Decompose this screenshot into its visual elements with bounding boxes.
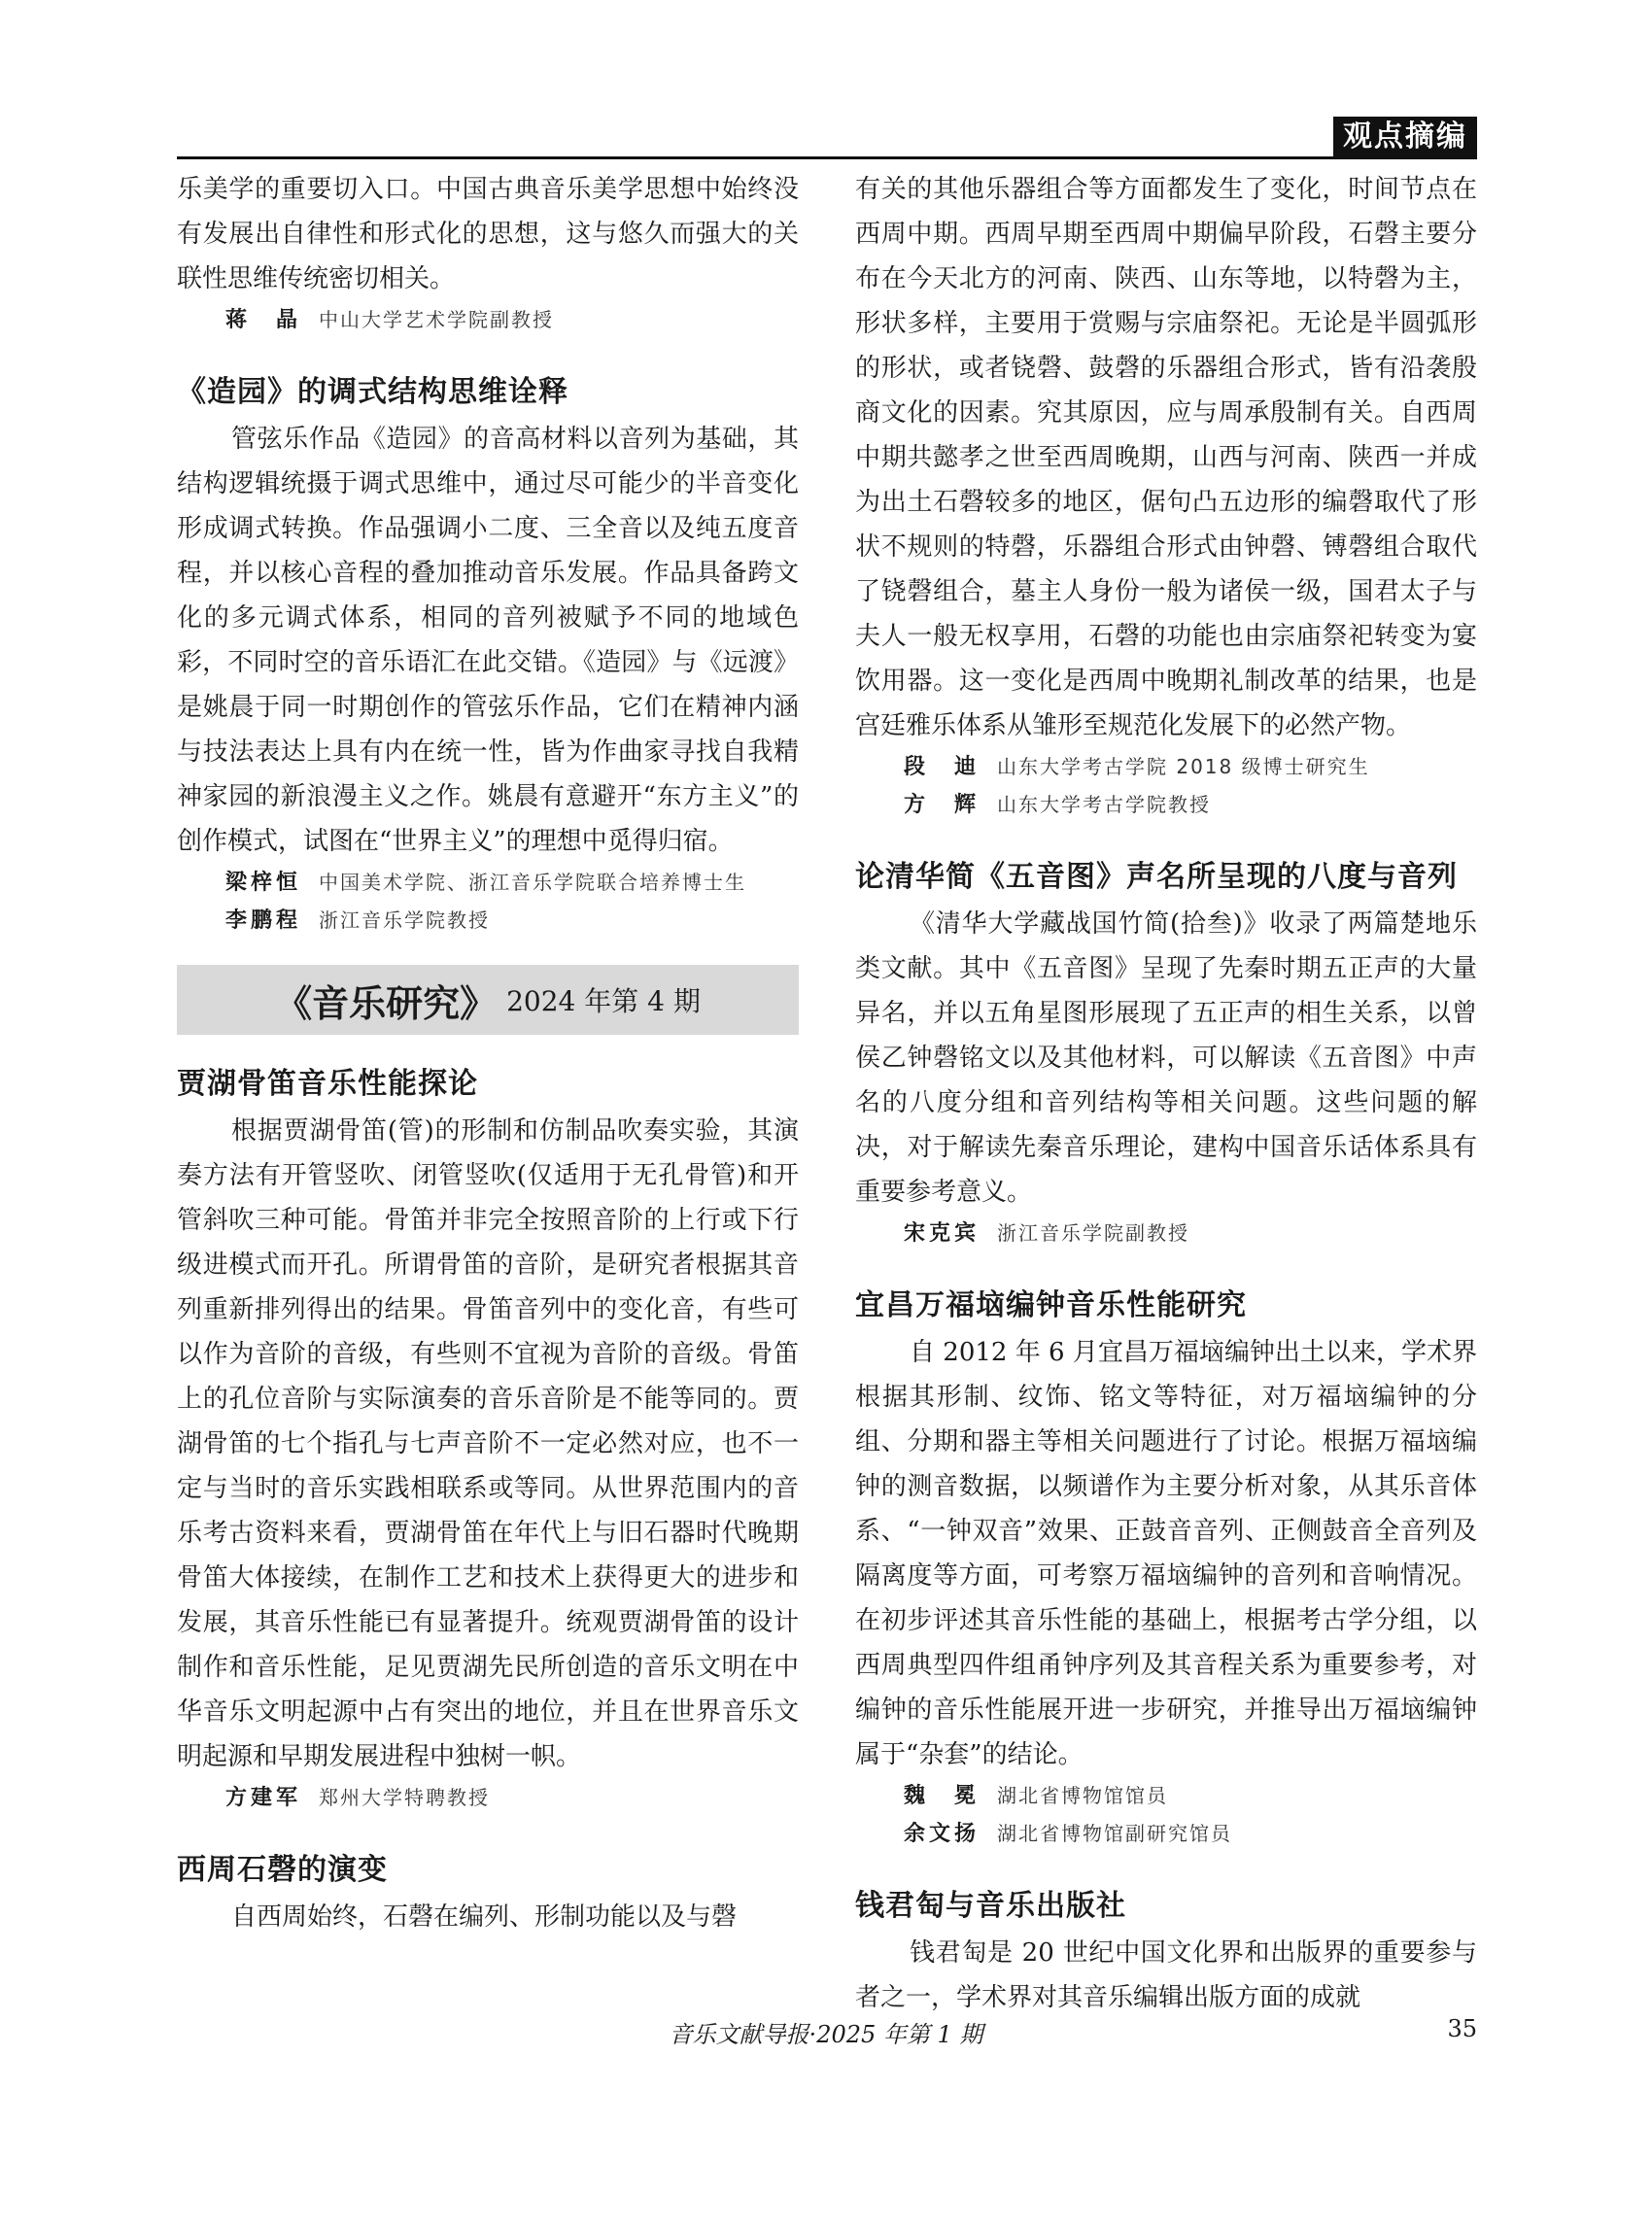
paragraph: 根据贾湖骨笛(管)的形制和仿制品吹奏实验，其演奏方法有开管竖吹、闭管竖吹(仅适用于无孔骨管)和开管斜吹三种可能。骨笛并非完全按照音阶的上行或下行级进模式而开孔。所谓骨笛的音阶，是研究者根据其音列重新排列得出的结果。骨笛音列中的变化音，有些可以作为音阶的音级，有些则不宜视为音阶的音级。骨笛上的孔位音阶与实际演奏的音乐音阶是不能等同的。贾湖骨笛的七个指孔与七声音阶不一定必然对应，也不一定与当时的音乐实践相联系或等同。从世界范围内的音乐考古资料来看，贾湖骨笛在年代上与旧石器时代晚期骨笛大体接续，在制作工艺和技术上获得更大的进步和发展，其音乐性能已有显著提升。统观贾湖骨笛的设计制作和音乐性能，足见贾湖先民所创造的音乐文明在中华音乐文明起源中占有突出的地位，并且在世界音乐文明起源和早期发展进程中独树一帜。 <box>177 1116 799 1771</box>
author-line <box>177 902 799 940</box>
paragraph: 自西周始终，石磬在编列、形制功能以及与磬 <box>231 1902 738 1932</box>
author-line <box>177 864 799 902</box>
author-name: 方 辉 <box>904 793 981 817</box>
section-tag: 观点摘编 <box>1333 117 1477 157</box>
right-column <box>855 167 1477 2020</box>
author-affiliation: 浙江音乐学院副教授 <box>997 1221 1189 1245</box>
author-line <box>177 1779 799 1817</box>
journal-banner <box>177 965 799 1035</box>
author-line <box>855 1777 1477 1815</box>
author-affiliation: 中国美术学院、浙江音乐学院联合培养博士生 <box>319 871 746 894</box>
author-line <box>855 748 1477 786</box>
author-name: 蒋 晶 <box>225 308 302 332</box>
paragraph: 《清华大学藏战国竹简(拾叁)》收录了两篇楚地乐类文献。其中《五音图》呈现了先秦时期五正声的大量异名，并以五角星图形展现了五正声的相生关系，以曾侯乙钟磬铭文以及其他材料，可以解读《五音图》中声名的八度分组和音列结构等相关问题。这些问题的解决，对于解读先秦音乐理论，建构中国音乐话体系具有重要参考意义。 <box>855 909 1477 1207</box>
article-title: 钱君匋与音乐出版社 <box>855 1889 1126 1923</box>
article-title: 贾湖骨笛音乐性能探论 <box>177 1067 478 1101</box>
author-name: 梁梓恒 <box>225 871 302 895</box>
author-line <box>855 786 1477 824</box>
paragraph: 管弦乐作品《造园》的音高材料以音列为基础，其结构逻辑统摄于调式思维中，通过尽可能少的半音变化形成调式转换。作品强调小二度、三全音以及纯五度音程，并以核心音程的叠加推动音乐发展。作品具备跨文化的多元调式体系，相同的音列被赋予不同的地域色彩，不同时空的音乐语汇在此交错。《造园》与《远渡》是姚晨于同一时期创作的管弦乐作品，它们在精神内涵与技法表达上具有内在统一性，皆为作曲家寻找自我精神家园的新浪漫主义之作。姚晨有意避开“东方主义”的创作模式，试图在“世界主义”的理想中觅得归宿。 <box>177 425 799 856</box>
page-number: 35 <box>1447 2015 1477 2042</box>
author-line <box>177 301 799 339</box>
author-affiliation: 中山大学艺术学院副教授 <box>319 308 554 331</box>
journal-issue: 2024 年第 4 期 <box>506 985 701 1017</box>
author-name: 李鹏程 <box>225 908 302 933</box>
author-line <box>855 1815 1477 1853</box>
left-column <box>177 167 799 1939</box>
author-name: 魏 冕 <box>904 1784 981 1808</box>
article-title: 论清华简《五音图》声名所呈现的八度与音列 <box>855 860 1458 894</box>
author-affiliation: 郑州大学特聘教授 <box>319 1786 490 1809</box>
author-affiliation: 湖北省博物馆馆员 <box>997 1784 1168 1807</box>
paragraph: 自 2012 年 6 月宜昌万福垴编钟出土以来，学术界根据其形制、纹饰、铭文等特征，对万福垴编钟的分组、分期和器主等相关问题进行了讨论。根据万福垴编钟的测音数据，以频谱作为主要分析对象，从其乐音体系、“一钟双音”效果、正鼓音音列、正侧鼓音全音列及隔离度等方面，可考察万福垴编钟的音列和音响情况。在初步评述其音乐性能的基础上，根据考古学分组，以西周典型四件组甬钟序列及其音程关系为重要参考，对编钟的音乐性能展开进一步研究，并推导出万福垴编钟属于“杂套”的结论。 <box>855 1338 1477 1769</box>
header-rule <box>177 156 1477 159</box>
author-line <box>855 1215 1477 1252</box>
article-title: 《造园》的调式结构思维诠释 <box>177 375 568 409</box>
article-title: 西周石磬的演变 <box>177 1853 388 1887</box>
paragraph: 乐美学的重要切入口。中国古典音乐美学思想中始终没有发展出自律性和形式化的思想，这与悠久而强大的关联性思维传统密切相关。 <box>177 175 799 293</box>
author-affiliation: 湖北省博物馆副研究馆员 <box>997 1822 1232 1845</box>
paragraph: 钱君匋是 20 世纪中国文化界和出版界的重要参与者之一，学术界对其音乐编辑出版方面的成就 <box>855 1938 1477 2012</box>
author-name: 段 迪 <box>904 755 981 779</box>
author-affiliation: 山东大学考古学院教授 <box>997 793 1211 816</box>
article-title: 宜昌万福垴编钟音乐性能研究 <box>855 1288 1247 1322</box>
author-name: 宋克宾 <box>904 1221 981 1246</box>
author-affiliation: 浙江音乐学院教授 <box>319 908 490 932</box>
journal-name: 《音乐研究》 <box>275 981 498 1025</box>
paragraph: 有关的其他乐器组合等方面都发生了变化，时间节点在西周中期。西周早期至西周中期偏早阶段，石磬主要分布在今天北方的河南、陕西、山东等地，以特磬为主，形状多样，主要用于赏赐与宗庙祭祀。无论是半圆弧形的形状，或者铙磬、鼓磬的乐器组合形式，皆有沿袭殷商文化的因素。究其原因，应与周承殷制有关。自西周中期共懿孝之世至西周晚期，山西与河南、陕西一并成为出土石磬较多的地区，倨句凸五边形的编磬取代了形状不规则的特磬，乐器组合形式由钟磬、镈磬组合取代了铙磬组合，墓主人身份一般为诸侯一级，国君太子与夫人一般无权享用，石磬的功能也由宗庙祭祀转变为宴饮用器。这一变化是西周中晚期礼制改革的结果，也是宫廷雅乐体系从雏形至规范化发展下的必然产物。 <box>855 175 1477 740</box>
author-name: 方建军 <box>225 1786 302 1810</box>
author-name: 余文扬 <box>904 1822 981 1846</box>
author-affiliation: 山东大学考古学院 2018 级博士研究生 <box>997 755 1370 778</box>
footer-journal: 音乐文献导报·2025 年第 1 期 <box>669 2021 983 2048</box>
